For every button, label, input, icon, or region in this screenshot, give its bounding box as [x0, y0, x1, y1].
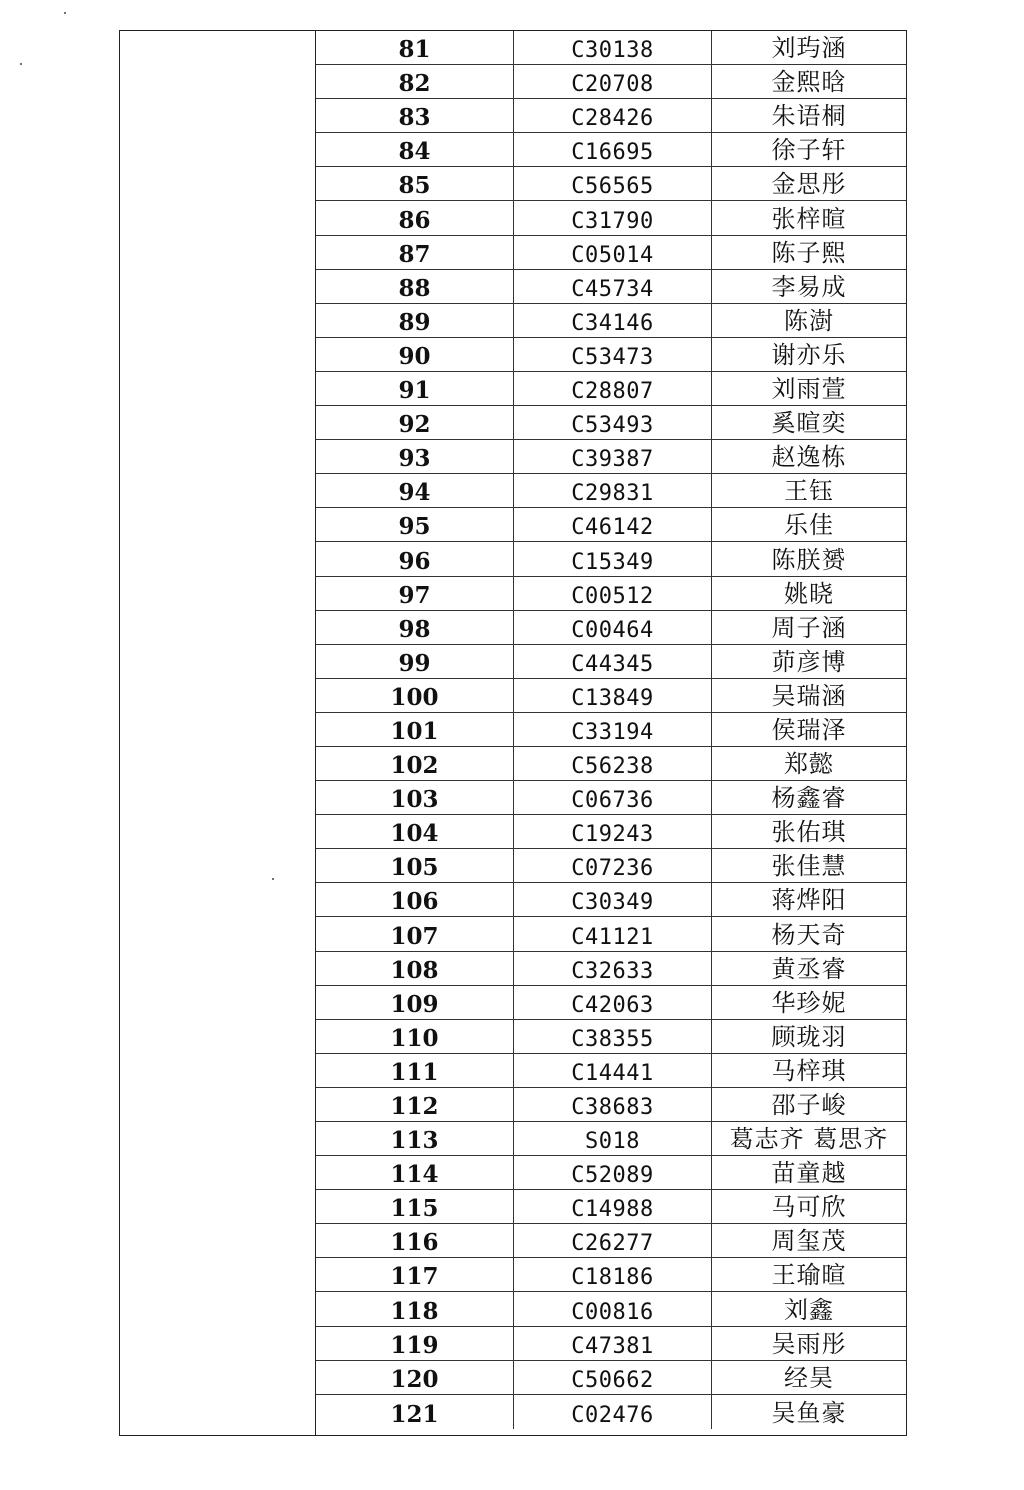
- student-name: 王钰: [784, 477, 834, 506]
- row-number: 91: [316, 372, 514, 405]
- row-number: 83: [316, 99, 514, 132]
- student-name: 杨鑫睿: [771, 784, 847, 813]
- student-code: C46142: [514, 508, 712, 541]
- row-number: 114: [316, 1156, 514, 1189]
- student-name: 侯瑞泽: [771, 715, 847, 744]
- table-row: [316, 99, 906, 133]
- student-name: 刘玙涵: [771, 34, 847, 63]
- student-code: C16695: [514, 133, 712, 166]
- student-code: C02476: [514, 1395, 712, 1429]
- student-code: C41121: [514, 917, 712, 950]
- student-name: 谢亦乐: [771, 340, 847, 369]
- student-code: C20708: [514, 65, 712, 98]
- row-number: 111: [316, 1054, 514, 1087]
- student-name: 姚晓: [784, 579, 834, 608]
- student-name: 马梓琪: [771, 1056, 847, 1085]
- student-code: C30138: [514, 31, 712, 64]
- table-row: [316, 747, 906, 781]
- table-row: [316, 645, 906, 679]
- student-name: 经昊: [784, 1363, 834, 1392]
- student-code: C06736: [514, 781, 712, 814]
- table-row: [316, 1361, 906, 1395]
- student-code: C28426: [514, 99, 712, 132]
- student-name: 张佳慧: [771, 852, 847, 881]
- row-number: 94: [316, 474, 514, 507]
- student-name: 蒋烨阳: [771, 886, 847, 915]
- table-row: [316, 270, 906, 304]
- row-number: 95: [316, 508, 514, 541]
- row-number: 110: [316, 1020, 514, 1053]
- student-name: 徐子轩: [771, 136, 847, 165]
- table-row: [316, 1122, 906, 1156]
- table-row: [316, 474, 906, 508]
- student-code: C44345: [514, 645, 712, 678]
- table-row: [316, 611, 906, 645]
- row-number: 85: [316, 167, 514, 200]
- student-code: C38355: [514, 1020, 712, 1053]
- table-row: [316, 952, 906, 986]
- student-code: C26277: [514, 1224, 712, 1257]
- student-code: C56565: [514, 167, 712, 200]
- student-name: 邵子峻: [771, 1091, 847, 1119]
- table-body: [316, 31, 906, 1435]
- row-number: 100: [316, 679, 514, 712]
- student-code: C42063: [514, 986, 712, 1019]
- student-name: 华珍妮: [771, 988, 847, 1017]
- row-number: 88: [316, 270, 514, 303]
- row-number: 87: [316, 236, 514, 269]
- student-code: C56238: [514, 747, 712, 780]
- row-number: 119: [316, 1327, 514, 1360]
- student-code: C45734: [514, 270, 712, 303]
- roster-table: [119, 30, 907, 1436]
- table-row: [316, 577, 906, 611]
- student-code: C28807: [514, 372, 712, 405]
- student-code: C30349: [514, 883, 712, 916]
- student-code: C07236: [514, 849, 712, 882]
- table-row: [316, 304, 906, 338]
- student-name: 王瑜暄: [771, 1261, 847, 1290]
- student-code: C14441: [514, 1054, 712, 1087]
- student-name: 吴鱼豪: [771, 1398, 847, 1427]
- row-number: 90: [316, 338, 514, 371]
- table-row: [316, 542, 906, 576]
- merged-group-cell: [120, 31, 316, 1435]
- row-number: 97: [316, 577, 514, 610]
- table-row: [316, 1327, 906, 1361]
- row-number: 109: [316, 986, 514, 1019]
- student-name: 刘鑫: [784, 1295, 834, 1324]
- student-name: 吴雨彤: [771, 1329, 847, 1358]
- student-name: 黄丞睿: [771, 954, 847, 983]
- row-number: 106: [316, 883, 514, 916]
- student-code: C00512: [514, 577, 712, 610]
- scan-speck: [64, 12, 66, 14]
- table-row: [316, 201, 906, 235]
- row-number: 101: [316, 713, 514, 746]
- student-code: C53493: [514, 406, 712, 439]
- row-number: 121: [316, 1395, 514, 1429]
- student-name: 周子涵: [771, 613, 847, 642]
- student-name: 周玺茂: [771, 1227, 847, 1256]
- student-name: 葛志齐 葛思齐: [729, 1125, 889, 1154]
- student-code: C05014: [514, 236, 712, 269]
- student-code: C53473: [514, 338, 712, 371]
- student-name: 吴瑞涵: [771, 681, 847, 710]
- student-name: 陈澍: [784, 306, 834, 335]
- row-number: 98: [316, 611, 514, 644]
- table-row: [316, 1020, 906, 1054]
- row-number: 82: [316, 65, 514, 98]
- row-number: 113: [316, 1122, 514, 1155]
- table-row: [316, 406, 906, 440]
- student-code: C19243: [514, 815, 712, 848]
- table-row: [316, 65, 906, 99]
- row-number: 112: [316, 1088, 514, 1121]
- student-code: C31790: [514, 201, 712, 234]
- table-row: [316, 679, 906, 713]
- row-number: 99: [316, 645, 514, 678]
- row-number: 86: [316, 201, 514, 234]
- student-name: 陈子熙: [771, 238, 847, 267]
- student-code: C33194: [514, 713, 712, 746]
- student-code: C14988: [514, 1190, 712, 1223]
- row-number: 96: [316, 542, 514, 575]
- student-name: 陈朕赟: [771, 545, 847, 574]
- table-row: [316, 236, 906, 270]
- row-number: 93: [316, 440, 514, 473]
- table-row: [316, 986, 906, 1020]
- student-name: 李易成: [771, 272, 847, 301]
- row-number: 120: [316, 1361, 514, 1394]
- table-row: [316, 440, 906, 474]
- student-code: C13849: [514, 679, 712, 712]
- table-row: [316, 1156, 906, 1190]
- student-name: 金思彤: [771, 170, 847, 199]
- table-row: [316, 1395, 906, 1429]
- student-name: 刘雨萱: [771, 375, 847, 404]
- student-code: C15349: [514, 542, 712, 575]
- student-name: 顾珑羽: [771, 1022, 847, 1051]
- row-number: 108: [316, 952, 514, 985]
- table-row: [316, 1224, 906, 1258]
- row-number: 84: [316, 133, 514, 166]
- student-name: 乐佳: [784, 511, 834, 540]
- student-name: 赵逸栋: [771, 443, 847, 472]
- student-code: C32633: [514, 952, 712, 985]
- table-row: [316, 1054, 906, 1088]
- table-row: [316, 1088, 906, 1122]
- row-number: 92: [316, 406, 514, 439]
- table-row: [316, 1292, 906, 1326]
- table-row: [316, 133, 906, 167]
- student-name: 苗童越: [771, 1159, 847, 1188]
- student-name: 杨天奇: [771, 920, 847, 949]
- student-code: S018: [514, 1122, 712, 1155]
- table-row: [316, 713, 906, 747]
- student-code: C34146: [514, 304, 712, 337]
- student-code: C00816: [514, 1292, 712, 1325]
- student-name: 茆彦博: [771, 647, 847, 676]
- row-number: 104: [316, 815, 514, 848]
- row-number: 117: [316, 1258, 514, 1291]
- student-code: C29831: [514, 474, 712, 507]
- table-row: [316, 849, 906, 883]
- student-name: 张佑琪: [771, 818, 847, 847]
- student-code: C52089: [514, 1156, 712, 1189]
- student-name: 马可欣: [771, 1193, 847, 1222]
- row-number: 81: [316, 31, 514, 64]
- table-row: [316, 167, 906, 201]
- table-row: [316, 338, 906, 372]
- student-name: 朱语桐: [771, 102, 847, 131]
- row-number: 115: [316, 1190, 514, 1223]
- table-row: [316, 508, 906, 542]
- row-number: 89: [316, 304, 514, 337]
- row-number: 116: [316, 1224, 514, 1257]
- student-name: 郑懿: [784, 750, 834, 779]
- table-row: [316, 815, 906, 849]
- row-number: 118: [316, 1292, 514, 1325]
- table-row: [316, 883, 906, 917]
- table-row: [316, 372, 906, 406]
- student-code: C39387: [514, 440, 712, 473]
- table-row: [316, 917, 906, 951]
- table-row: [316, 1258, 906, 1292]
- table-row: [316, 1190, 906, 1224]
- student-code: C47381: [514, 1327, 712, 1360]
- student-name: 张梓暄: [771, 204, 847, 233]
- student-name: 金熙晗: [771, 68, 847, 97]
- student-code: C38683: [514, 1088, 712, 1121]
- student-code: C00464: [514, 611, 712, 644]
- student-code: C50662: [514, 1361, 712, 1394]
- row-number: 105: [316, 849, 514, 882]
- table-row: [316, 31, 906, 65]
- table-row: [316, 781, 906, 815]
- row-number: 102: [316, 747, 514, 780]
- row-number: 107: [316, 917, 514, 950]
- row-number: 103: [316, 781, 514, 814]
- scan-speck: [20, 63, 22, 65]
- student-code: C18186: [514, 1258, 712, 1291]
- student-name: 奚暄奕: [771, 409, 847, 438]
